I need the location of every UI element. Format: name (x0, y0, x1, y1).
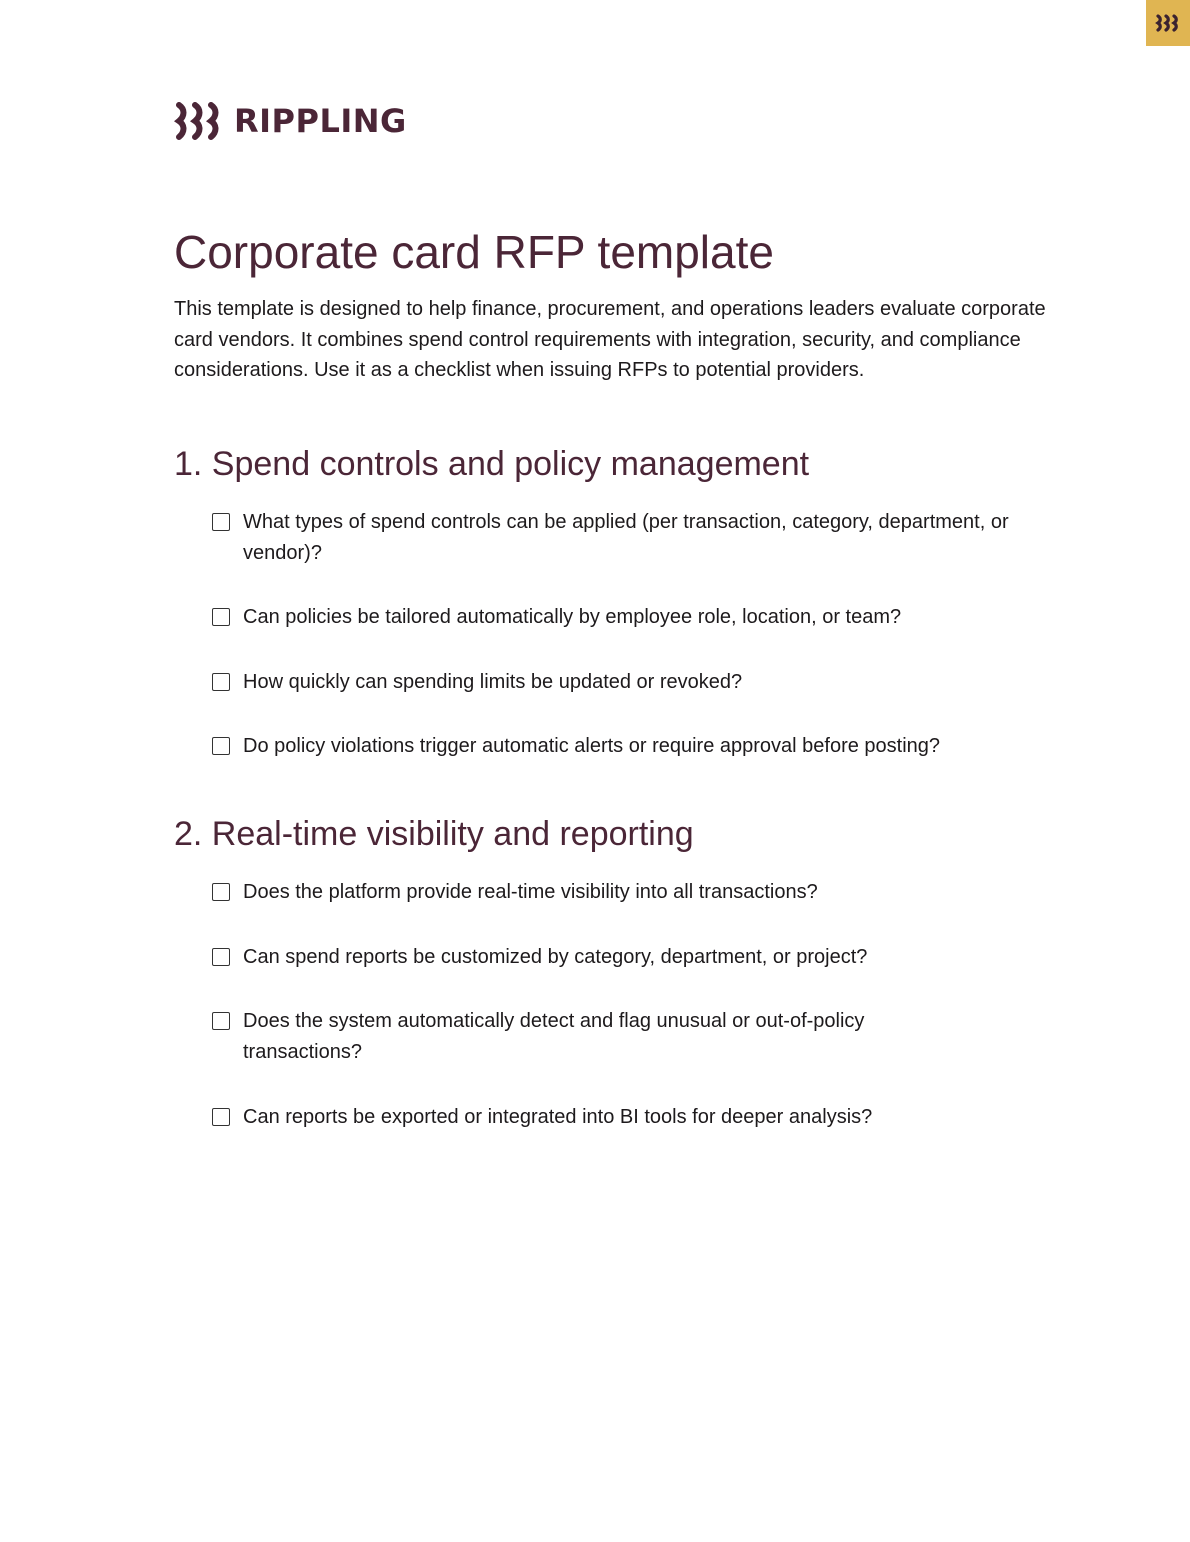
checklist-item-text: Does the system automatically detect and flag unusual or out-of-policy transactions? (243, 1010, 865, 1063)
checkbox[interactable] (212, 883, 230, 901)
checklist-item (212, 942, 1054, 973)
logo-wordmark: RIPPLING (234, 102, 407, 140)
checkbox[interactable] (212, 513, 230, 531)
checklist-item-text: Do policy violations trigger automatic alerts or require approval before posting? (243, 735, 941, 757)
checkbox[interactable] (212, 673, 230, 691)
checklist-item-text: How quickly can spending limits be updated or revoked? (243, 670, 743, 693)
checkbox[interactable] (212, 737, 230, 755)
checklist-item (212, 731, 1054, 762)
checklist-item-text: Can spend reports be customized by category, department, or project? (243, 945, 868, 968)
checklist-item (212, 1006, 1054, 1068)
rippling-logo (174, 102, 407, 140)
rippling-mark-icon (174, 102, 220, 140)
page-title: Corporate card RFP template (174, 226, 774, 278)
checkbox[interactable] (212, 1108, 230, 1126)
intro-paragraph: This template is designed to help finance, procurement, and operations leaders evaluate corporate card vendors. It combines spend control requirements with integration, security, and compliance considerations. Use it as a checklist when issuing RFPs to potential providers. (174, 298, 1046, 381)
section-heading: 2. Real-time visibility and reporting (174, 815, 694, 853)
section-spend-controls (174, 442, 1054, 763)
section-visibility-reporting (174, 812, 1054, 1133)
checklist-item-text: Can reports be exported or integrated into BI tools for deeper analysis? (243, 1105, 873, 1128)
checkbox[interactable] (212, 1012, 230, 1030)
section-heading: 1. Spend controls and policy management (174, 444, 810, 483)
checklist-item-text: Does the platform provide real-time visibility into all transactions? (243, 881, 818, 903)
checklist-item-text: Can policies be tailored automatically by employee role, location, or team? (243, 606, 902, 628)
checkbox[interactable] (212, 608, 230, 626)
checklist-item (212, 1102, 1054, 1133)
checklist-item (212, 507, 1054, 569)
checklist-item (212, 602, 1054, 633)
checklist (174, 507, 1054, 763)
document-body (174, 222, 1054, 1166)
checklist-item (212, 877, 1054, 908)
rippling-mark-icon (1155, 14, 1181, 32)
checklist-item-text: What types of spend controls can be applied (per transaction, category, department, or vendor)? (243, 510, 1009, 564)
checklist-item (212, 667, 1054, 698)
corner-logo-badge (1146, 0, 1190, 46)
checkbox[interactable] (212, 948, 230, 966)
checklist (174, 877, 1054, 1133)
